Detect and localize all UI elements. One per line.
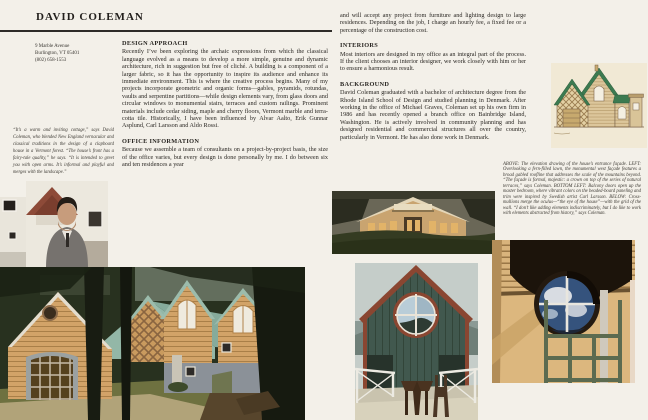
office-information-heading: OFFICE INFORMATION [122, 137, 200, 145]
dusk-facade-photo [332, 191, 495, 254]
design-approach-body: Recently I’ve been exploring the archaic expressions from which the classical language evolved as a means to develop a more simple, genuine and dynamic architecture, rich in suggestion but free of cliché. A building is a component of a larger fabric, so it has the opportunity to inspire its audience and enhance its immediate environment. This is where the creative process begins. Many of my projects incorporate geometric and organic forms—gables, pyramids, rotundas, vaults and serpentine partitions—while design elements vary, from glass doors and circular windows to monumental stairs, terraces and custom railings. Prominent materials include cedar siding, maple and cherry floors, Vermont marble and terra-cotta tile. Historically, I have been influenced by Alvar Aalto, Erik Gunnar Asplund, Carl Larsson and Aldo Rossi. [122, 48, 328, 130]
elevation-drawing [551, 63, 647, 148]
address-line: 9 Marble Avenue [35, 44, 70, 49]
oculus-photo-illustration [492, 240, 635, 383]
interiors-heading: INTERIORS [340, 42, 379, 50]
office-information-body: Because we assemble a team of consultants on a project-by-project basis, the size of the office varies, but every design is done personally by me. I do between six and ten residences a year [122, 146, 328, 169]
main-house-photo-illustration [0, 267, 305, 420]
background-body: David Coleman graduated with a bachelor of architecture degree from the Rhode Island School of Design and studied planning in Denmark. After working in the office of Michael Graves, Coleman set up his own firm in 1986 and has recently opened a branch office on Bainbridge Island, Washington. He is actively involved in community planning and has designed residential and commercial structures all over the country, particularly in Vermont. He has also done work in Denmark. [340, 89, 526, 141]
address-line: (802) 658-1553 [35, 57, 67, 63]
oculus-photo [492, 240, 635, 383]
address-block [35, 44, 79, 64]
balcony-photo [355, 263, 478, 420]
portrait-photo [26, 181, 108, 268]
address-line: Burlington, VT 05401 [35, 50, 80, 56]
elevation-drawing-illustration [551, 63, 647, 148]
background-heading: BACKGROUND [340, 80, 390, 88]
left-text-column [122, 40, 328, 169]
interiors-body: Most interiors are designed in my office as an integral part of the process. If the client chooses an interior designer, we work closely with him or her to ensure a harmonious result. [340, 50, 526, 73]
continuation-body: and will accept any project from furniture and lighting design to large residences. Depending on the job, I charge an hourly fee, a fixed fee or a percentage of the construction cost. [340, 12, 526, 34]
title-rule [0, 30, 332, 32]
dusk-facade-illustration [332, 191, 495, 254]
page-title: DAVID COLEMAN [36, 11, 144, 23]
design-approach-heading: DESIGN APPROACH [122, 40, 188, 47]
balcony-photo-illustration [355, 263, 478, 420]
main-house-photo [0, 267, 305, 420]
right-text-column [340, 12, 526, 141]
portrait-photo-illustration [26, 181, 108, 268]
photo-caption: ABOVE: The elevation drawing of the house’s entrance façade. LEFT: Overlooking a fern-filled lawn, the monumental west façade features a broad gabled roofline that addresses the scale of the mountains beyond. “The façade is formal, majestic: a crown on top of the series of natural terraces,” says Coleman. BOTTOM LEFT: Balcony doors open up the master bedroom, where vibrant colors on the beaded-board paneling and trim were inspired by Swedish artist Carl Larsson. BELOW: Cross-mullions merge the oculus—“the eye of the house”—with the grid of the wall. “I don’t like adding elements indiscriminately, but I do like to work with elements abstracted from history,” says Coleman. [503, 162, 641, 217]
pull-quote: “It’s a warm and inviting cottage,” says David Coleman, who blended New England vernacular and classical traditions in the design of a clapboard house in a Vermont forest. “The house’s front has a fairy-tale quality,” he says. “It is intended to greet you with open arms. It’s informal and playful and merges with the landscape.” [13, 128, 114, 175]
